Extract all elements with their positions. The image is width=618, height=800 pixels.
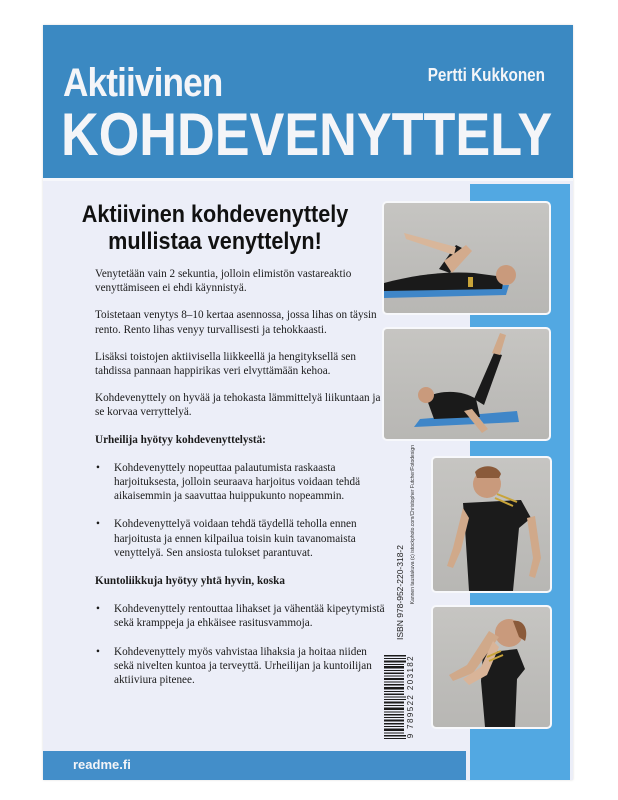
neck-stretch-photo bbox=[431, 605, 552, 729]
bullet-icon: • bbox=[96, 461, 100, 474]
publisher-name: readme.fi bbox=[73, 757, 131, 772]
athlete-benefits-list bbox=[95, 461, 385, 560]
header-divider bbox=[43, 178, 573, 181]
bullet-icon: • bbox=[96, 603, 100, 616]
blurb-paragraph: Venytetään vain 2 sekuntia, jolloin elimistön vastareaktio venyttämiseen ei ehdi käynnistyä. bbox=[95, 268, 352, 295]
fitness-benefits-list bbox=[95, 602, 385, 687]
list-item-text: Kohdevenyttely myös vahvistaa lihaksia ja hoitaa niiden sekä nivelten kuntoa ja terveyttä. Urheilijan ja kuntoilijan aktiiviura pitenee. bbox=[114, 645, 372, 687]
book-title: KOHDEVENYTTELY bbox=[61, 101, 553, 168]
blurb-paragraph: Toistetaan venytys 8–10 kertaa asennossa, jossa lihas on täysin rento. Rento lihas venyy turvallisesti ja tehokkaasti. bbox=[95, 309, 377, 336]
blurb-paragraph: Lisäksi toistojen aktiivisella liikkeellä ja hengityksellä sen tahdissa pannaan happirikas veri elvyttämään kehoa. bbox=[95, 350, 356, 378]
athlete-benefits-heading: Urheilija hyötyy kohdevenyttelystä: bbox=[95, 433, 266, 446]
cover-photo-credit bbox=[410, 445, 418, 625]
book-back-cover bbox=[43, 25, 573, 780]
bullet-icon: • bbox=[96, 518, 100, 531]
list-item-text: Kohdevenyttely rentouttaa lihakset ja vähentää kipeytymistä sekä kramppeja ja ehkäisee rasitusvammoja. bbox=[114, 603, 385, 630]
series-title: Aktiivinen bbox=[63, 61, 223, 105]
author-name: Pertti Kukkonen bbox=[427, 65, 545, 85]
blurb-text bbox=[95, 267, 385, 701]
isbn-label: ISBN 978-952-220-318-2 bbox=[395, 545, 405, 640]
cover-header bbox=[43, 25, 573, 178]
standing-shoulder-stretch-photo bbox=[431, 456, 552, 593]
list-item bbox=[95, 602, 385, 630]
list-item-text: Kohdevenyttely nopeuttaa palautumista raskaasta harjoituksesta, jolloin seuraava harjoitus voidaan tehdä aikaisemmin ja saavuttaa huippukunto nopeammin. bbox=[114, 461, 361, 503]
isbn-barcode bbox=[384, 655, 414, 741]
leg-raise-stretch-photo bbox=[382, 327, 551, 441]
list-item bbox=[95, 461, 385, 504]
blurb-paragraph: Kohdevenyttely on hyvää ja tehokasta lämmittelyä liikuntaan ja se korvaa verryttelyä. bbox=[95, 392, 381, 419]
barcode-digits: 9 789522 203182 bbox=[406, 655, 415, 739]
headline-line-2: mullistaa venyttelyn! bbox=[108, 228, 322, 255]
bullet-icon: • bbox=[96, 645, 100, 658]
credit-label: Kannen taustakuva (c) istockphoto.com/Christopher Futcher/Fotodesign bbox=[410, 445, 416, 605]
list-item bbox=[95, 645, 385, 688]
headline-line-1: Aktiivinen kohdevenyttely bbox=[81, 201, 349, 228]
publisher-bar bbox=[43, 751, 466, 780]
lying-hamstring-stretch-photo bbox=[382, 201, 551, 315]
list-item bbox=[95, 517, 385, 560]
isbn-text bbox=[395, 545, 409, 645]
list-item-text: Kohdevenyttelyä voidaan tehdä täydellä teholla ennen harjoitusta ja ennen kilpailua toisin kuin tavanomaista venyttelyä. Sen ansiosta tulokset parantuvat. bbox=[114, 518, 357, 559]
fitness-benefits-heading: Kuntoliikkuja hyötyy yhtä hyvin, koska bbox=[95, 575, 285, 588]
back-cover-headline bbox=[80, 201, 350, 255]
